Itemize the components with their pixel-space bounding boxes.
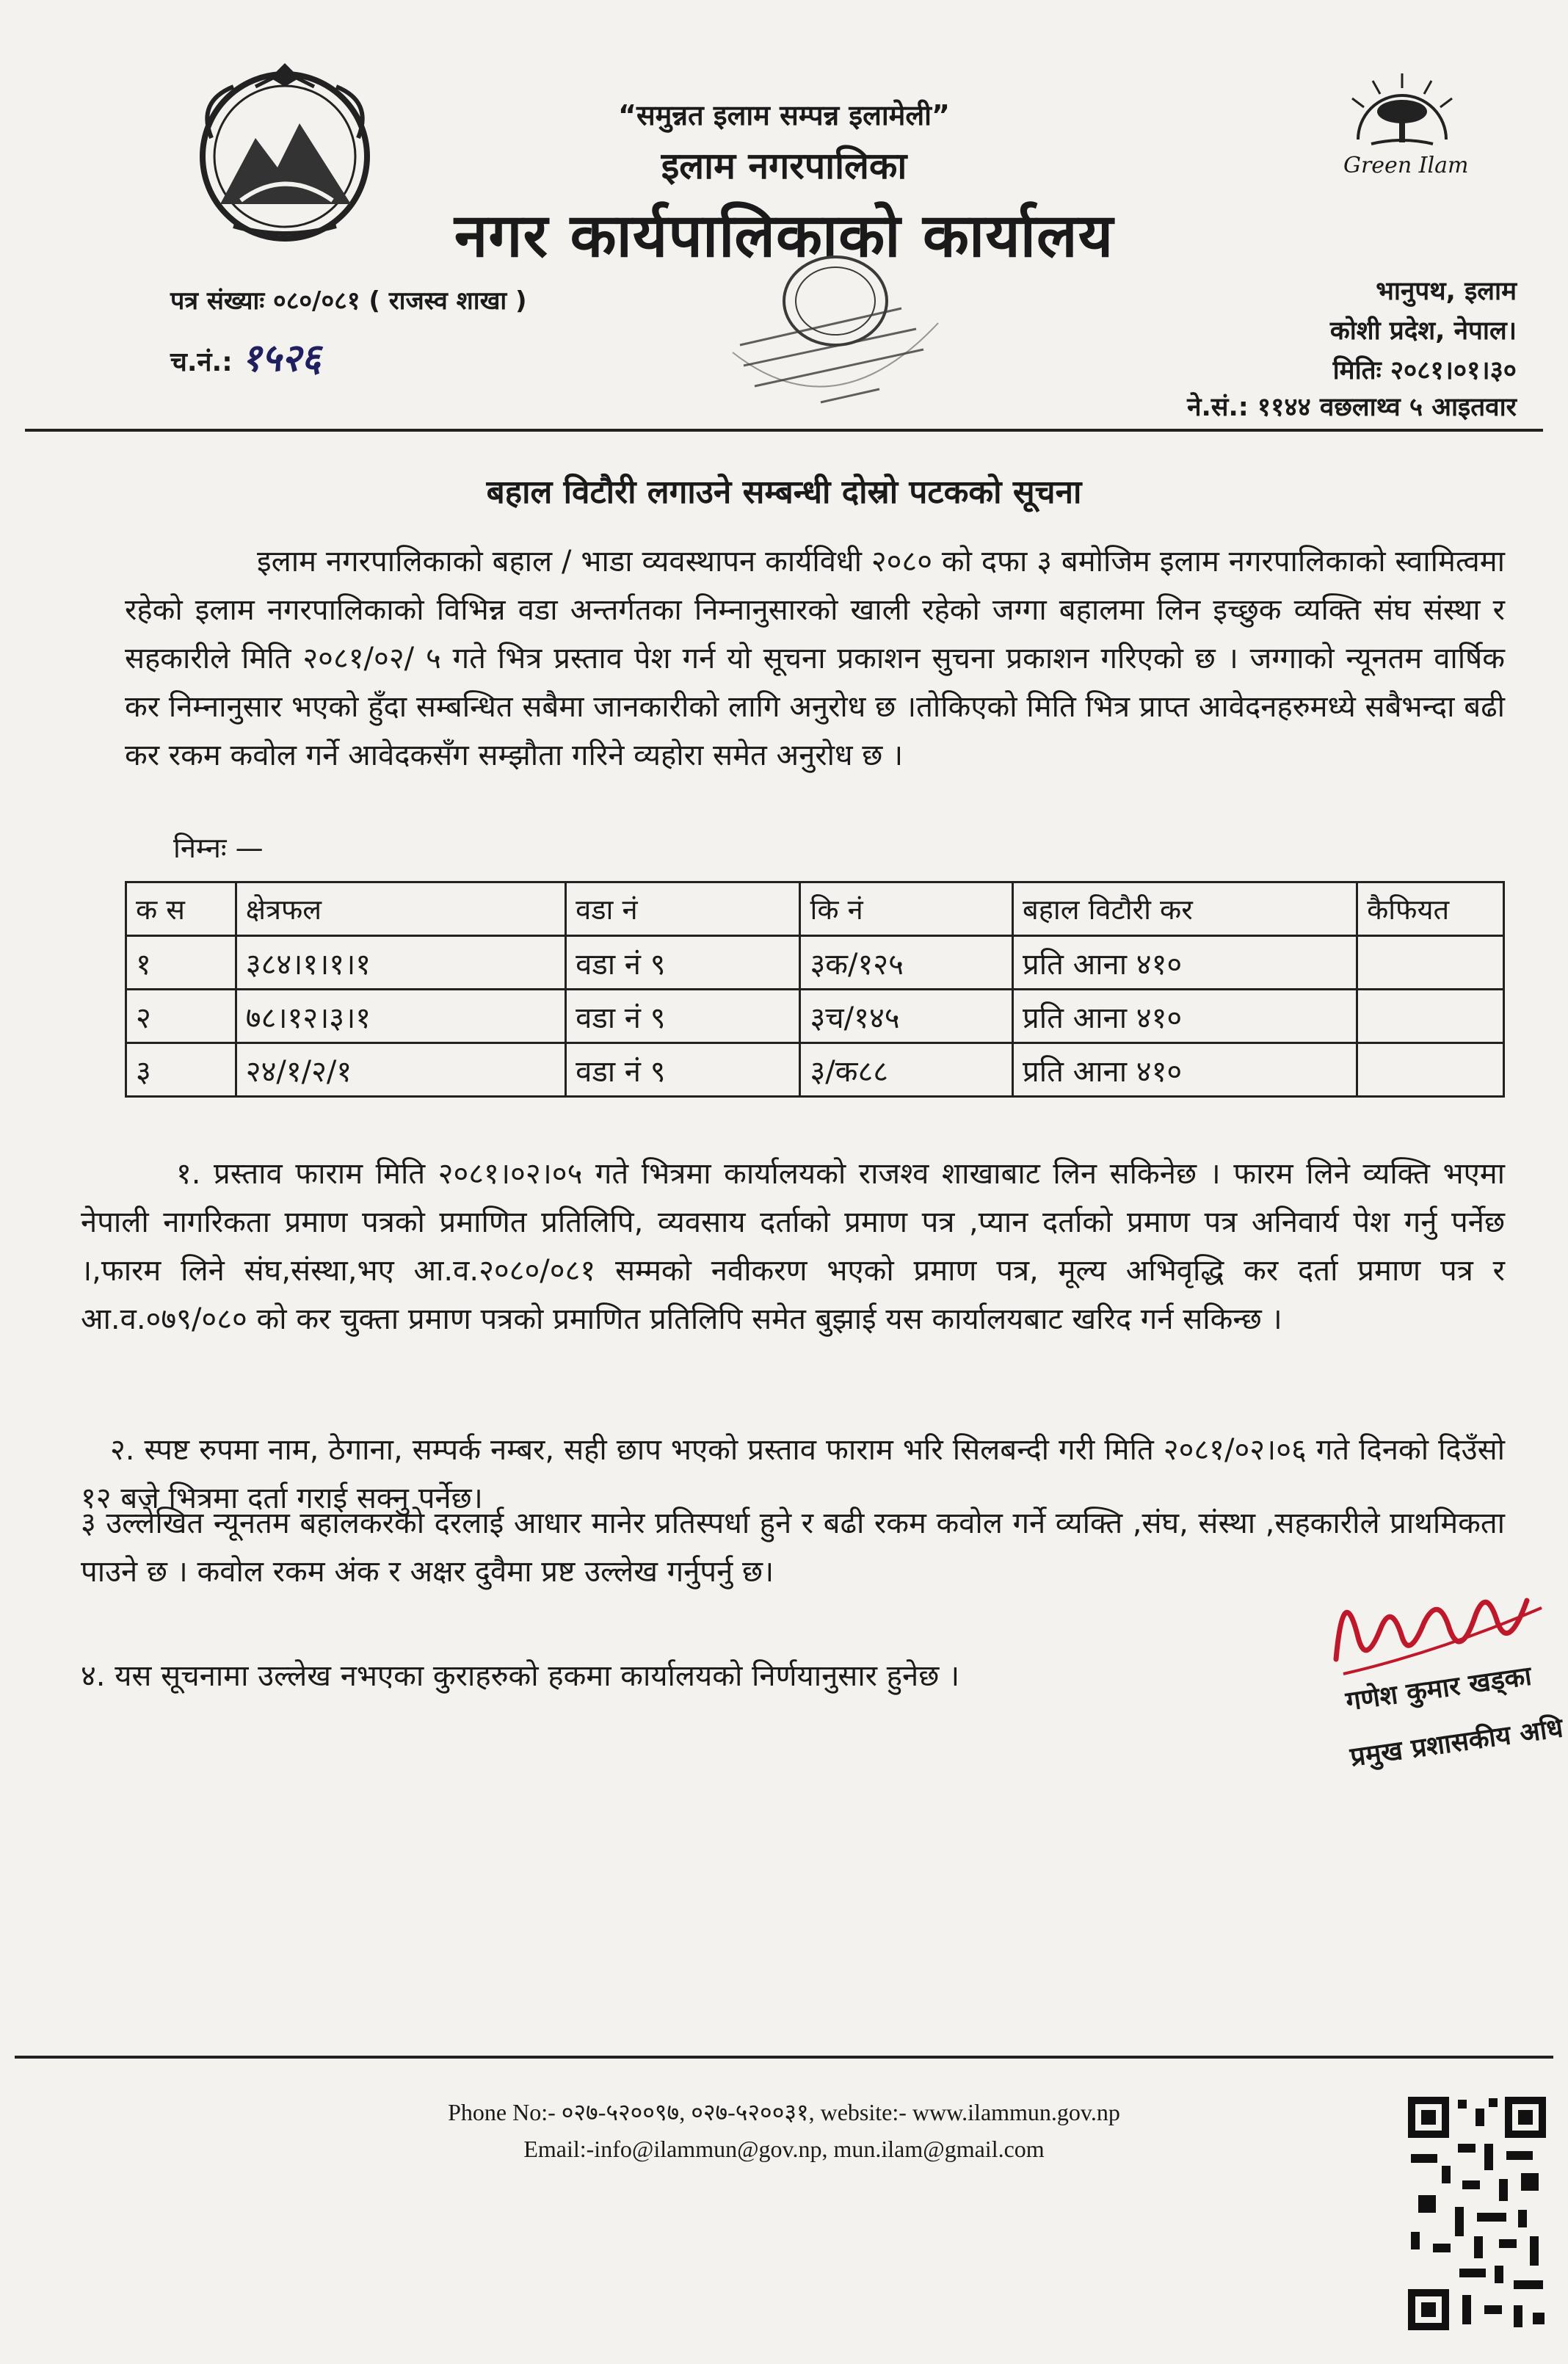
signer-title: प्रमुख प्रशासकीय अधि xyxy=(1348,1713,1565,1773)
cell-remarks xyxy=(1357,1043,1504,1097)
point-2: २. स्पष्ट रुपमा नाम, ठेगाना, सम्पर्क नम्बर, सही छाप भएको प्रस्ताव फाराम भरि सिलबन्दी गरी मिति २०८१/०२।०६ गते दिनको दिउँसो १२ बजे भित्रमा दर्ता गराई सक्नु पर्नेछ। xyxy=(81,1433,1505,1515)
table-header-row xyxy=(126,882,1504,936)
green-ilam-text: Green Ilam xyxy=(1343,153,1469,178)
col-rent: बहाल विटौरी कर xyxy=(1013,882,1357,936)
cell-area: ३८४।१।१।१ xyxy=(236,936,565,990)
col-remarks: कैफियत xyxy=(1357,882,1504,936)
office-stamp xyxy=(711,242,960,411)
table-row xyxy=(126,936,1504,990)
municipality-name: इलाम नगरपालिका xyxy=(661,145,907,187)
col-plot-no: कि नं xyxy=(800,882,1013,936)
signer-name: गणेश कुमार खड्का xyxy=(1343,1661,1533,1717)
dispatch-number-value: १५२६ xyxy=(242,336,322,380)
point-3: ३ उल्लेखित न्यूनतम बहालकरको दरलाई आधार मानेर प्रतिस्पर्धा हुने र बढी रकम कवोल गर्ने व्यक्ति ,संघ, संस्था ,सहकारीले प्राथमिकता पाउने छ । कवोल रकम अंक र अक्षर दुवैमा प्रष्ट उल्लेख गर्नुपर्नु छ। xyxy=(81,1506,1505,1589)
col-serial: क स xyxy=(126,882,236,936)
footer-email: Email:-info@ilammun@gov.np, mun.ilam@gmail.com xyxy=(523,2136,1045,2162)
qr-code-icon xyxy=(1404,2092,1550,2335)
address-line-2: कोशी प्रदेश, नेपाल। xyxy=(1329,316,1517,346)
cell-rent: प्रति आना ४१० xyxy=(1013,1043,1357,1097)
table-row xyxy=(126,990,1504,1043)
office-address xyxy=(1330,272,1517,391)
header-divider xyxy=(25,429,1543,432)
cell-plot-no: ३च/१४५ xyxy=(800,990,1013,1043)
letter-number: पत्र संख्याः ०८०/०८१ ( राजस्व शाखा ) xyxy=(170,286,527,316)
cell-ward: वडा नं ९ xyxy=(566,1043,800,1097)
cell-plot-no: ३क/१२५ xyxy=(800,936,1013,990)
dispatch-number-label: च.नं.: xyxy=(170,347,233,377)
land-plots-table xyxy=(125,881,1505,1098)
address-line-1: भानुपथ, इलाम xyxy=(1376,277,1517,306)
cell-ward: वडा नं ९ xyxy=(566,990,800,1043)
slogan: “समुन्नत इलाम सम्पन्न इलामेली” xyxy=(617,99,950,131)
dispatch-number xyxy=(170,330,321,382)
table-row xyxy=(126,1043,1504,1097)
letter-date: मितिः २०८१।०१।३० xyxy=(1332,356,1517,385)
cell-plot-no: ३/क८८ xyxy=(800,1043,1013,1097)
notice-title: बहाल विटौरी लगाउने सम्बन्धी दोस्रो पटकको सूचना xyxy=(486,474,1082,511)
cell-remarks xyxy=(1357,990,1504,1043)
cell-area: ७८।१२।३।१ xyxy=(236,990,565,1043)
cell-ward: वडा नं ९ xyxy=(566,936,800,990)
col-ward: वडा नं xyxy=(566,882,800,936)
cell-rent: प्रति आना ४१० xyxy=(1013,936,1357,990)
notice-intro: इलाम नगरपालिकाको बहाल / भाडा व्यवस्थापन कार्यविधी २०८० को दफा ३ बमोजिम इलाम नगरपालिकाको स्वामित्वमा रहेको इलाम नगरपालिकाको विभिन्न वडा अन्तर्गतका निम्नानुसारको खाली रहेको जग्गा बहालमा लिन इच्छुक व्यक्ति संघ संस्था र सहकारीले मिति २०८१/०२/ ५ गते भित्र प्रस्ताव पेश गर्न यो सूचना प्रकाशन सुचना प्रकाशन गरिएको छ । जग्गाको न्यूनतम वार्षिक कर निम्नानुसार भएको हुँदा सम्बन्धित सबैमा जानकारीको लागि अनुरोध छ ।तोकिएको मिति भित्र प्राप्त आवेदनहरुमध्ये सबैभन्दा बढी कर रकम कवोल गर्ने आवेदकसँग सम्झौता गरिने व्यहोरा समेत अनुरोध छ । xyxy=(125,545,1505,772)
office-name: नगर कार्यपालिकाको कार्यालय xyxy=(454,201,1114,271)
cell-serial: १ xyxy=(126,936,236,990)
list-lead: निम्नः — xyxy=(173,832,264,864)
cell-serial: २ xyxy=(126,990,236,1043)
footer-contact xyxy=(0,2094,1568,2167)
point-1: १. प्रस्ताव फाराम मिति २०८१।०२।०५ गते भित्रमा कार्यालयको राजश्व शाखाबाट लिन सकिनेछ । फारम लिने व्यक्ति भएमा नेपाली नागरिकता प्रमाण पत्रको प्रमाणित प्रतिलिपि, व्यवसाय दर्ताको प्रमाण पत्र ,प्यान दर्ताको प्रमाण पत्र अनिवार्य पेश गर्नु पर्नेछ ।,फारम लिने संघ,संस्था,भए आ.व.२०८०/०८१ सम्मको नवीकरण भएको प्रमाण पत्र, मूल्य अभिवृद्धि कर दर्ता प्रमाण पत्र र आ.व.०७९/०८० को कर चुक्ता प्रमाण पत्रको प्रमाणित प्रतिलिपि समेत बुझाई यस कार्यालयबाट खरिद गर्न सकिन्छ । xyxy=(81,1157,1505,1336)
col-area: क्षेत्रफल xyxy=(236,882,565,936)
nepal-sambat-date: ने.सं.: ११४४ वछलाथ्व ५ आइतवार xyxy=(1187,393,1517,422)
cell-area: २४/१/२/१ xyxy=(236,1043,565,1097)
cell-remarks xyxy=(1357,936,1504,990)
point-4: ४. यस सूचनामा उल्लेख नभएका कुराहरुको हकमा कार्यालयको निर्णयानुसार हुनेछ । xyxy=(81,1659,960,1693)
cell-serial: ३ xyxy=(126,1043,236,1097)
cell-rent: प्रति आना ४१० xyxy=(1013,990,1357,1043)
footer-phone: Phone No:- ०२७-५२००९७, ०२७-५२००३१, website:- www.ilammun.gov.np xyxy=(448,2099,1120,2125)
footer-divider xyxy=(15,2056,1553,2059)
